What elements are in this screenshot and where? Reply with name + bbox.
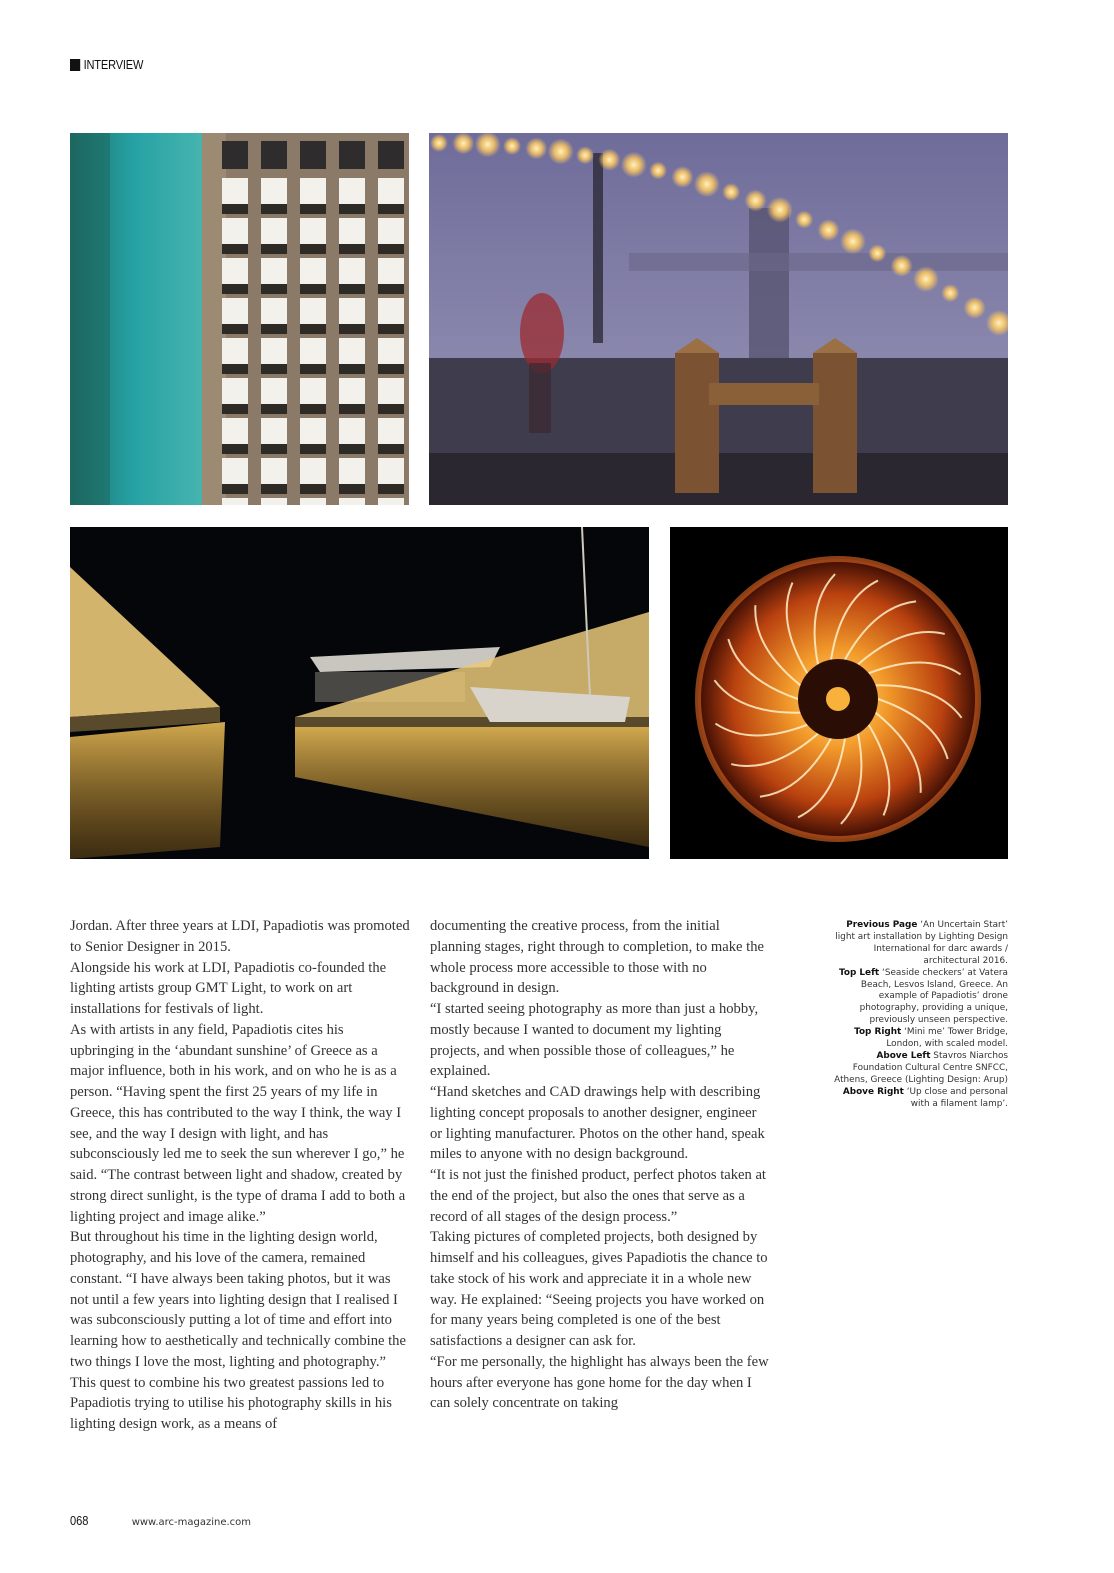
photo-seaside-checkers [70, 133, 409, 505]
snfcc-image [70, 527, 649, 859]
caption-top-right: Top Right ‘Mini me’ Tower Bridge, London, with scaled model. [854, 1027, 1008, 1050]
tower-bridge-image [429, 133, 1008, 505]
paragraph: But throughout his time in the lighting design world, photography, and his love of the camera, remained constant. “I have always been taking photos, but it was not until a few years into lighting design that I realised I was subconsciously putting a lot of time and effort into learning how to aesthetically and technically combine the two things I love the most, lighting and photography.” [70, 1229, 406, 1370]
paragraph: Jordan. After three years at LDI, Papadiotis was promoted to Senior Designer in 2015. [70, 918, 410, 955]
paragraph: “For me personally, the highlight has always been the few hours after everyone has gone home for the day when I can solely concentrate on taking [430, 1353, 769, 1412]
body-column-1 [70, 916, 410, 1435]
photo-snfcc-athens [70, 527, 649, 859]
caption-above-right: Above Right ‘Up close and personal with a filament lamp’. [842, 1086, 1008, 1109]
page-number: 068 [70, 1513, 89, 1528]
caption-top-left: Top Left ‘Seaside checkers’ at Vatera Beach, Lesvos Island, Greece. An example of Papadiotis’ drone photography, providing a unique, previously unseen perspective. [838, 967, 1008, 1026]
website-link[interactable]: www.arc-magazine.com [131, 1517, 252, 1528]
body-column-2 [430, 916, 770, 1414]
photo-captions [826, 920, 1008, 1111]
filament-lamp-image [670, 527, 1008, 859]
paragraph: Alongside his work at LDI, Papadiotis co-founded the lighting artists group GMT Light, to work on art installations for festivals of light. [70, 959, 387, 1017]
paragraph: “Hand sketches and CAD drawings help with describing lighting concept proposals to another designer, engineer or lighting manufacturer. Photos on the other hand, speak miles to anyone with no design background. [430, 1084, 765, 1163]
section-label [70, 57, 143, 72]
page-footer [70, 1513, 251, 1528]
paragraph: “It is not just the finished product, perfect photos taken at the end of the project, but also the ones that serve as a record of all stages of the design process.” [430, 1167, 766, 1225]
section-square-icon [70, 59, 80, 71]
paragraph: “I started seeing photography as more than just a hobby, mostly because I wanted to document my lighting projects, and when possible those of colleagues,” he explained. [430, 1001, 759, 1080]
photo-mini-me-tower-bridge [429, 133, 1008, 505]
caption-above-left: Above Left Stavros Niarchos Foundation Cultural Centre SNFCC, Athens, Greece (Lighting Design: Arup) [834, 1050, 1008, 1085]
paragraph: This quest to combine his two greatest passions led to Papadiotis trying to utilise his photography skills in his lighting design work, as a means of [70, 1374, 392, 1432]
paragraph: Taking pictures of completed projects, both designed by himself and his colleagues, gives Papadiotis the chance to take stock of his work and appreciate it in a whole new way. He explained: “Seeing projects you have worked on for many years being completed is one of the best satisfactions a designer can ask for. [430, 1229, 768, 1349]
paragraph: As with artists in any field, Papadiotis cites his upbringing in the ‘abundant sunshine’ of Greece as a major influence, both in his work, and on who he is as a person. “Having spent the first 25 years of my life in Greece, this has contributed to the way I think, the way I see, and the way I design with light, and has subconsciously led me to seek the sun wherever I go,” he said. “The contrast between light and shadow, created by strong direct sunlight, is the type of drama I add to both a lighting project and image alike.” [70, 1021, 406, 1225]
section-label-text: INTERVIEW [83, 57, 144, 72]
aerial-beach-image [70, 133, 409, 505]
paragraph: documenting the creative process, from the initial planning stages, right through to completion, to make the whole process more accessible to those with no background in design. [430, 918, 764, 997]
caption-previous-page: Previous Page ‘An Uncertain Start’ light art installation by Lighting Design International for darc awards / architectural 2016. [835, 920, 1008, 966]
photo-filament-lamp [670, 527, 1008, 859]
